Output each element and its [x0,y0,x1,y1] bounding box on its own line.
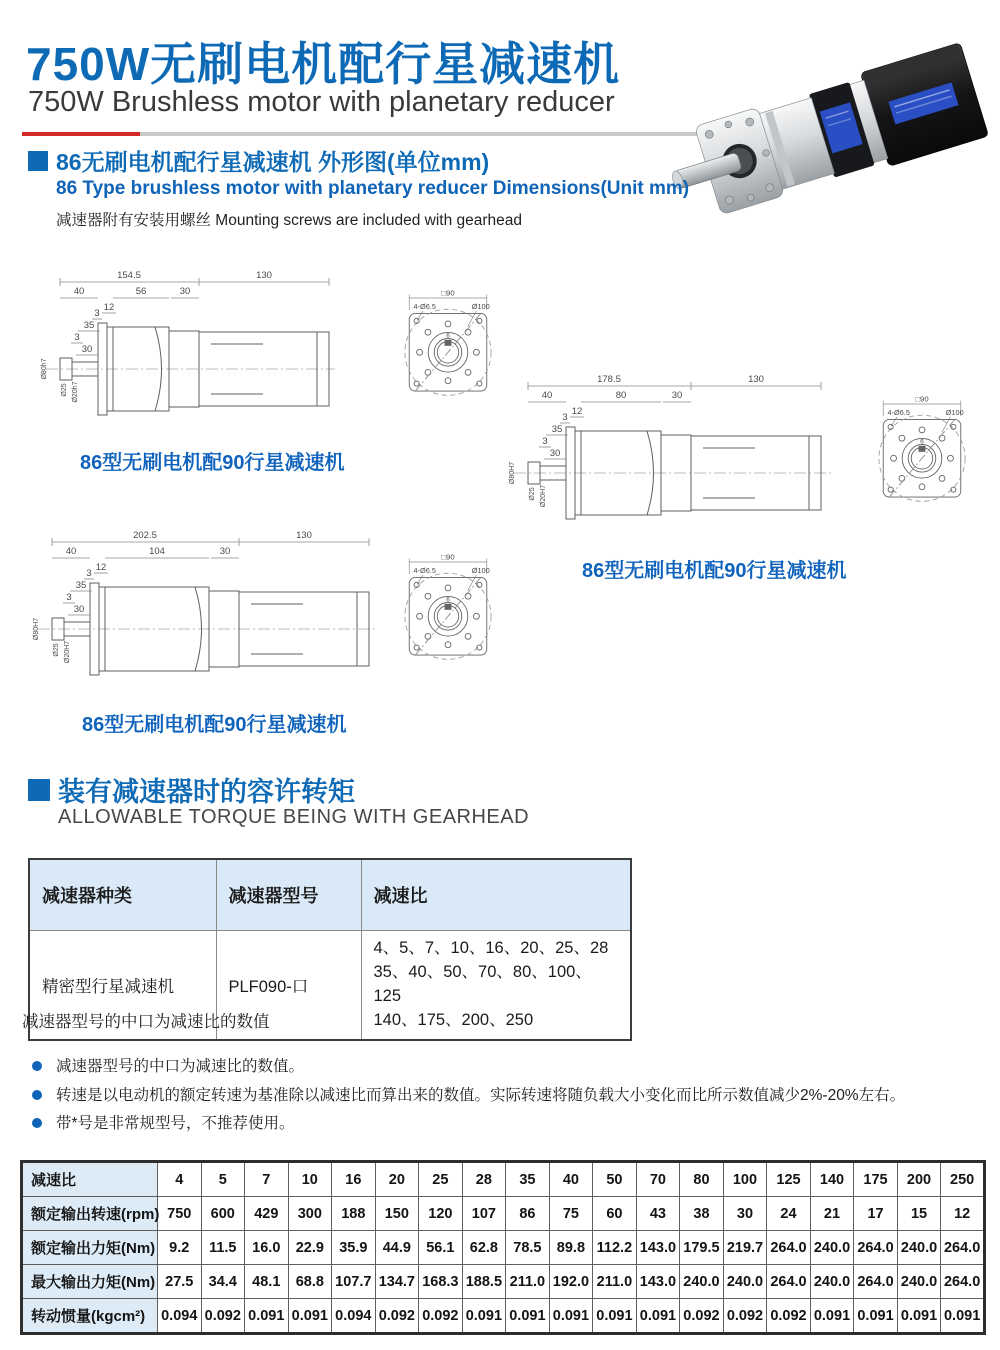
spec-table-row [22,1231,985,1265]
dim-label: 3 [562,412,568,423]
dim-label: 40 [73,286,85,297]
dim-label: 56 [135,286,147,297]
front-circle-label: Ø100 [945,408,964,418]
note-item: 转速是以电动机的额定转速为基准除以减速比而算出来的数值。实际转速将随负载大小变化而比所示数值减少2%-20%左右。 [30,1087,980,1106]
spec-cell: 16 [332,1162,376,1197]
spec-cell: 120 [419,1197,463,1231]
spec-cell: 240.0 [897,1265,941,1299]
front-holes-label: 4-Ø6.5 [413,302,436,312]
spec-cell: 40 [549,1162,593,1197]
dimension-drawing-front-2 [866,382,978,544]
spec-row-header: 转动惯量(kgcm²) [22,1299,158,1334]
spec-cell: 264.0 [941,1231,985,1265]
gear-ratios-cell [361,931,631,1040]
drawing-caption-2: 86型无刷电机配90行星减速机 [582,560,847,582]
spec-cell: 240.0 [680,1265,724,1299]
gear-ratios-line: 35、40、50、70、80、100、125 [373,962,592,1005]
dia-label: Ø20H7 [64,640,71,664]
dim-label-motor: 130 [748,374,764,385]
spec-cell: 0.091 [941,1299,985,1334]
spec-cell: 35 [506,1162,550,1197]
spec-cell: 264.0 [767,1231,811,1265]
section-torque-heading-en: ALLOWABLE TORQUE BEING WITH GEARHEAD [58,806,530,828]
dim-label: 3 [74,332,80,343]
front-square-label: □90 [441,552,455,562]
gear-table-header-ratio: 减速比 [361,859,631,931]
dim-label: 12 [95,562,107,573]
spec-cell: 70 [636,1162,680,1197]
spec-cell: 80 [680,1162,724,1197]
dim-label-total: 154.5 [117,270,141,281]
dia-label: Ø25 [61,383,68,397]
gear-table-header-model: 减速器型号 [216,859,361,931]
spec-cell: 600 [201,1197,245,1231]
dim-label-total: 178.5 [597,374,621,385]
spec-cell: 150 [375,1197,419,1231]
spec-cell: 44.9 [375,1231,419,1265]
spec-cell: 11.5 [201,1231,245,1265]
spec-cell: 15 [897,1197,941,1231]
dim-label: 104 [149,546,165,557]
spec-cell: 0.091 [245,1299,289,1334]
spec-cell: 240.0 [897,1231,941,1265]
spec-cell: 27.5 [158,1265,202,1299]
spec-cell: 200 [897,1162,941,1197]
spec-row-header: 最大输出力矩(Nm) [22,1265,158,1299]
spec-cell: 75 [549,1197,593,1231]
dim-label: 40 [541,390,553,401]
spec-cell: 264.0 [854,1231,898,1265]
title-divider-accent [22,132,140,136]
gear-ratios-line: 4、5、7、10、16、20、25、28 [373,939,609,957]
spec-cell: 300 [288,1197,332,1231]
drawing-caption-1: 86型无刷电机配90行星减速机 [80,452,345,474]
spec-cell: 0.091 [810,1299,854,1334]
dia-label: Ø25 [529,487,536,501]
spec-cell: 429 [245,1197,289,1231]
spec-cell: 143.0 [636,1231,680,1265]
spec-cell: 28 [462,1162,506,1197]
spec-cell: 0.091 [462,1299,506,1334]
spec-cell: 22.9 [288,1231,332,1265]
spec-cell: 16.0 [245,1231,289,1265]
spec-cell: 24 [767,1197,811,1231]
note-item: 带*号是非常规型号，不推荐使用。 [30,1115,980,1134]
spec-cell: 0.092 [201,1299,245,1334]
dimension-drawing-front-1 [392,276,504,438]
spec-cell: 89.8 [549,1231,593,1265]
dim-label: 35 [551,424,563,435]
front-square-label: □90 [441,288,455,298]
spec-cell: 30 [723,1197,767,1231]
spec-cell: 5 [201,1162,245,1197]
spec-cell: 211.0 [593,1265,637,1299]
spec-cell: 192.0 [549,1265,593,1299]
spec-cell: 107.7 [332,1265,376,1299]
spec-cell: 0.091 [593,1299,637,1334]
dia-label: Ø80h7 [41,358,48,380]
spec-cell: 112.2 [593,1231,637,1265]
spec-cell: 0.092 [419,1299,463,1334]
gear-table-note: 减速器型号的中口为减速比的数值 [22,1013,270,1031]
page-subtitle: 750W Brushless motor with planetary reducer [28,86,615,118]
spec-cell: 21 [810,1197,854,1231]
spec-cell: 38 [680,1197,724,1231]
spec-table [20,1160,986,1335]
dimension-drawing-side-1 [38,266,338,442]
drawing-caption-3: 86型无刷电机配90行星减速机 [82,714,347,736]
spec-cell: 219.7 [723,1231,767,1265]
spec-table-row [22,1265,985,1299]
spec-cell: 0.092 [767,1299,811,1334]
spec-cell: 240.0 [810,1231,854,1265]
dim-label-total: 202.5 [133,530,157,541]
dia-label: Ø20h7 [72,381,79,403]
spec-cell: 179.5 [680,1231,724,1265]
spec-cell: 175 [854,1162,898,1197]
spec-cell: 68.8 [288,1265,332,1299]
front-square-label: □90 [915,394,929,404]
spec-cell: 143.0 [636,1265,680,1299]
spec-cell: 78.5 [506,1231,550,1265]
spec-cell: 0.094 [158,1299,202,1334]
section-torque-bullet-square [28,779,50,801]
dim-label: 30 [73,604,85,615]
gear-ratios-line: 140、175、200、250 [373,1010,534,1029]
spec-cell: 0.091 [636,1299,680,1334]
front-key-label: 6 [446,596,450,604]
dim-label: 30 [219,546,231,557]
spec-cell: 86 [506,1197,550,1231]
spec-cell: 17 [854,1197,898,1231]
notes-list [30,1058,980,1144]
dia-label: Ø80H7 [509,461,516,485]
spec-cell: 0.091 [506,1299,550,1334]
dim-label: 3 [542,436,548,447]
section-dimensions-heading-en: 86 Type brushless motor with planetary reducer Dimensions(Unit mm) [56,178,690,199]
spec-table-body [22,1162,985,1334]
product-photo [672,0,1000,238]
dim-label: 3 [94,308,100,319]
spec-cell: 125 [767,1162,811,1197]
dim-label-motor: 130 [256,270,272,281]
spec-cell: 0.092 [680,1299,724,1334]
spec-cell: 7 [245,1162,289,1197]
spec-cell: 62.8 [462,1231,506,1265]
spec-cell: 56.1 [419,1231,463,1265]
spec-cell: 140 [810,1162,854,1197]
spec-cell: 250 [941,1162,985,1197]
spec-cell: 9.2 [158,1231,202,1265]
dim-label: 80 [615,390,627,401]
spec-row-header: 额定输出转速(rpm) [22,1197,158,1231]
front-circle-label: Ø100 [471,566,490,576]
spec-cell: 12 [941,1197,985,1231]
dim-label: 30 [549,448,561,459]
dia-label: Ø20H7 [540,484,547,508]
gear-table-header-row [29,859,631,931]
spec-cell: 43 [636,1197,680,1231]
spec-cell: 134.7 [375,1265,419,1299]
spec-cell: 264.0 [854,1265,898,1299]
dimension-drawing-side-2 [506,370,838,548]
spec-cell: 264.0 [941,1265,985,1299]
spec-cell: 750 [158,1197,202,1231]
spec-cell: 0.091 [288,1299,332,1334]
dim-label: 12 [103,302,115,313]
dim-label: 30 [179,286,191,297]
spec-cell: 107 [462,1197,506,1231]
spec-cell: 0.092 [723,1299,767,1334]
gear-table-header-type: 减速器种类 [29,859,216,931]
spec-cell: 188 [332,1197,376,1231]
spec-cell: 35.9 [332,1231,376,1265]
dim-label-motor: 130 [296,530,312,541]
section-torque-heading-zh: 装有减速器时的容许转矩 [58,777,355,807]
dim-label: 3 [66,592,72,603]
front-circle-label: Ø100 [471,302,490,312]
section-dimensions-bullet-square [28,151,48,171]
spec-table-row [22,1299,985,1334]
dimension-drawing-side-3 [30,526,382,706]
page-title: 750W无刷电机配行星减速机 [26,38,621,90]
spec-cell: 240.0 [723,1265,767,1299]
spec-row-header: 额定输出力矩(Nm) [22,1231,158,1265]
spec-cell: 240.0 [810,1265,854,1299]
spec-table-row [22,1162,985,1197]
spec-cell: 264.0 [767,1265,811,1299]
spec-cell: 4 [158,1162,202,1197]
dim-label: 30 [81,344,93,355]
section-dimensions-note: 减速器附有安装用螺丝 Mounting screws are included with gearhead [56,212,523,229]
spec-cell: 25 [419,1162,463,1197]
dim-label: 30 [671,390,683,401]
spec-cell: 20 [375,1162,419,1197]
dim-label: 40 [65,546,77,557]
dim-label: 35 [83,320,95,331]
front-holes-label: 4-Ø6.5 [887,408,910,418]
spec-cell: 60 [593,1197,637,1231]
spec-cell: 50 [593,1162,637,1197]
spec-row-header: 减速比 [22,1162,158,1197]
gear-model-cell: PLF090-口 [216,931,361,1040]
spec-cell: 0.094 [332,1299,376,1334]
front-holes-label: 4-Ø6.5 [413,566,436,576]
spec-cell: 0.092 [375,1299,419,1334]
dim-label: 3 [86,568,92,579]
spec-cell: 0.091 [549,1299,593,1334]
section-dimensions-heading-zh: 86无刷电机配行星减速机 外形图(单位mm) [56,149,490,175]
note-item: 减速器型号的中口为减速比的数值。 [30,1058,980,1077]
gear-type-cell: 精密型行星减速机 [29,931,216,1040]
spec-cell: 48.1 [245,1265,289,1299]
motor-assembly-illustration [672,43,989,228]
dim-label: 35 [75,580,87,591]
dim-label: 12 [571,406,583,417]
spec-cell: 0.091 [854,1299,898,1334]
spec-cell: 211.0 [506,1265,550,1299]
dimension-drawing-front-3 [392,540,504,702]
spec-cell: 10 [288,1162,332,1197]
dia-label: Ø25 [53,643,60,657]
spec-cell: 100 [723,1162,767,1197]
dia-label: Ø80H7 [33,617,40,641]
spec-cell: 0.091 [897,1299,941,1334]
spec-cell: 34.4 [201,1265,245,1299]
spec-cell: 188.5 [462,1265,506,1299]
front-key-label: 6 [446,332,450,340]
front-key-label: 6 [920,438,924,446]
spec-table-row [22,1197,985,1231]
spec-cell: 168.3 [419,1265,463,1299]
